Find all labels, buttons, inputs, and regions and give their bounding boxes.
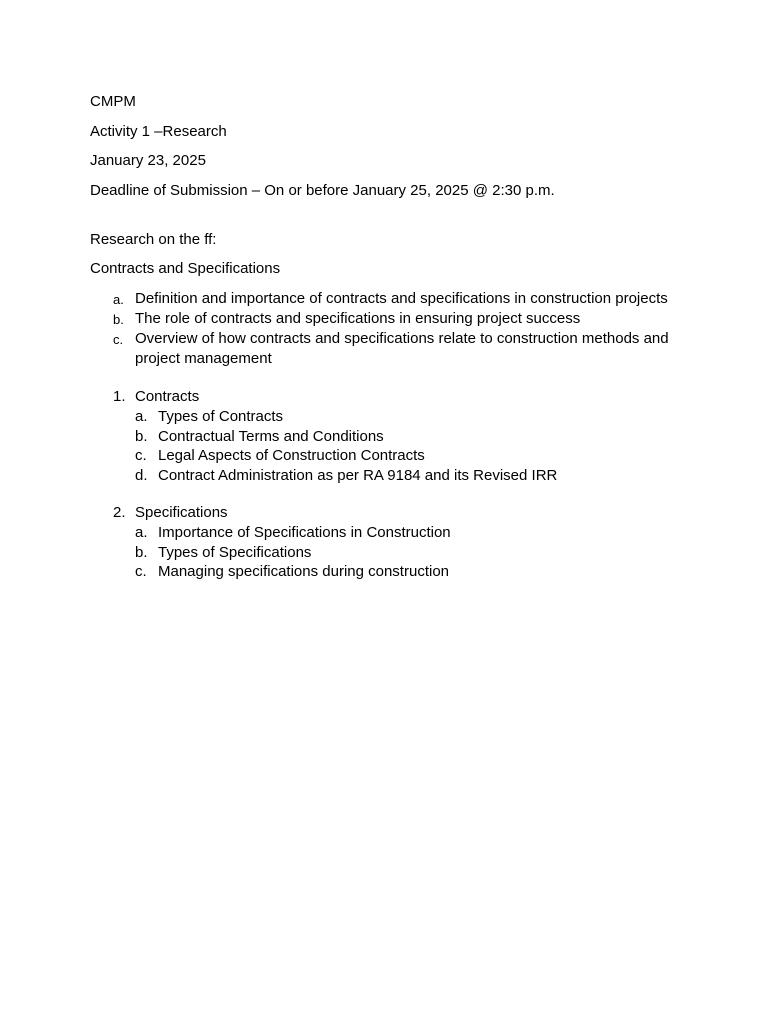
section-title: Specifications <box>135 504 228 521</box>
research-lead: Research on the ff: <box>90 230 217 248</box>
list-marker: b. <box>135 543 148 561</box>
list-item-text: Types of Specifications <box>158 543 312 561</box>
list-marker: c. <box>135 563 147 580</box>
list-item <box>90 309 690 329</box>
list-marker: c. <box>113 332 124 347</box>
section-specifications <box>90 503 690 582</box>
list-item-text: Contractual Terms and Conditions <box>158 427 384 445</box>
section-heading <box>90 387 690 407</box>
list-item <box>90 523 690 543</box>
activity-date: January 23, 2025 <box>90 152 206 169</box>
section-number: 2. <box>113 504 126 521</box>
course-code: CMPM <box>90 93 136 110</box>
list-item-text: Types of Contracts <box>158 408 284 425</box>
research-topic: Contracts and Specifications <box>90 260 281 277</box>
list-item <box>90 543 690 563</box>
section-number: 1. <box>113 388 126 405</box>
sub-list <box>90 523 690 582</box>
submission-deadline: Deadline of Submission – On or before January 25, 2025 @ 2:30 p.m. <box>90 181 555 199</box>
list-marker: c. <box>135 447 147 464</box>
list-marker: b. <box>135 427 148 445</box>
list-item-text: Overview of how contracts and specifications relate to construction methods and project management <box>135 330 669 367</box>
list-item-text: Contract Administration as per RA 9184 and its Revised IRR <box>158 466 558 484</box>
spacer <box>90 201 690 230</box>
sub-list <box>90 407 690 485</box>
list-item <box>90 427 690 447</box>
list-item <box>90 407 690 427</box>
intro-list <box>90 289 690 369</box>
list-item <box>90 466 690 486</box>
list-item-text: Legal Aspects of Construction Contracts <box>158 447 425 464</box>
document-page <box>90 92 690 582</box>
activity-title: Activity 1 –Research <box>90 122 227 140</box>
list-item-text: The role of contracts and specifications in ensuring project success <box>135 310 581 327</box>
section-contracts <box>90 387 690 485</box>
list-marker: a. <box>135 524 148 541</box>
list-item <box>90 562 690 582</box>
section-title: Contracts <box>135 388 200 405</box>
list-marker: b. <box>113 312 124 327</box>
list-item <box>90 446 690 466</box>
list-marker: d. <box>135 466 148 484</box>
list-item-text: Managing specifications during construction <box>158 563 449 580</box>
list-item-text: Definition and importance of contracts and specifications in construction projects <box>135 290 668 307</box>
list-marker: a. <box>135 408 148 425</box>
list-item <box>90 289 690 309</box>
list-item <box>90 329 690 369</box>
list-marker: a. <box>113 292 124 307</box>
list-item-text: Importance of Specifications in Construction <box>158 524 451 541</box>
section-heading <box>90 503 690 523</box>
